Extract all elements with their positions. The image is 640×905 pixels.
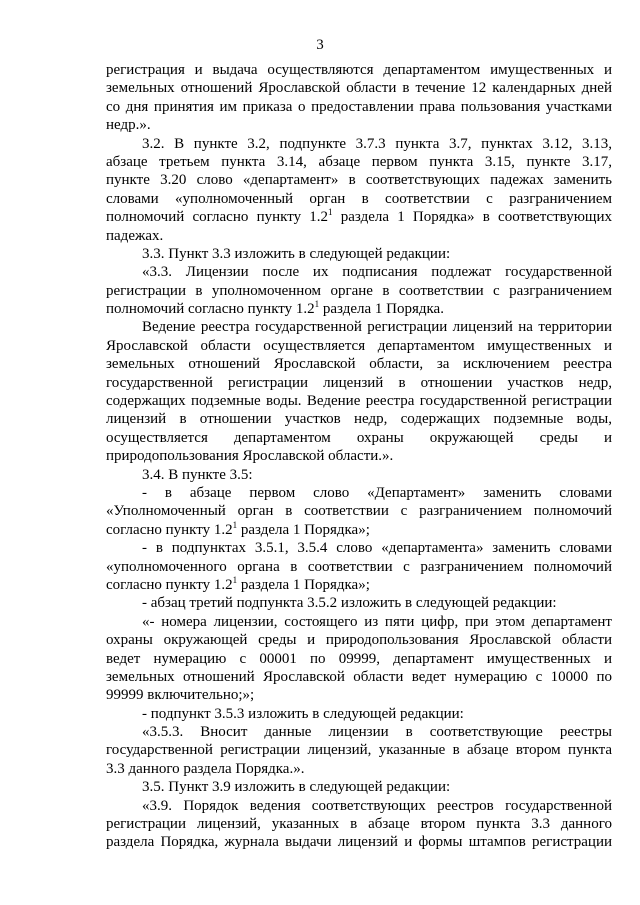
text-line-content: «Уполномоченный орган в соответствии с разграничением полномочий [106, 503, 612, 520]
text-line [106, 797, 612, 815]
text-line-content: регистрации в уполномоченном органе в соответствии с разграничением [106, 282, 612, 299]
document-body [106, 61, 612, 852]
text-line-content: «- номера лицензии, состоящего из пяти цифр, при этом департамент [142, 613, 612, 630]
text-line-content: содержащих подземные воды. Ведение реестра государственной регистрации [106, 393, 612, 410]
text-line [106, 741, 612, 759]
text-line-content: ведет нумерацию с 00001 по 09999, департамент имущественных и [106, 650, 612, 667]
text-line [106, 631, 612, 649]
text-line-content: раздела Порядка, журнала выдачи лицензий и формы штампов регистрации [106, 834, 612, 851]
text-line [106, 245, 612, 263]
text-line [106, 374, 612, 392]
text-line [106, 410, 612, 428]
text-line-content: 3.2. В пункте 3.2, подпункте 3.7.3 пункта 3.7, пунктах 3.12, 3.13, [142, 135, 612, 152]
text-line [106, 171, 612, 189]
text-line [106, 466, 612, 484]
text-line-content: 99999 включительно;»; [106, 687, 255, 704]
text-line [106, 576, 612, 594]
text-line-content: - подпункт 3.5.3 изложить в следующей редакции: [142, 705, 464, 722]
text-line-content: регистрации лицензий, указанных в абзаце втором пункта 3.3 данного [106, 816, 612, 833]
text-line-content: «3.3. Лицензии после их подписания подлежат государственной [142, 264, 612, 281]
superscript: 1 [232, 575, 238, 585]
text-line-content: охраны окружающей среды и природопользования Ярославской области [106, 632, 612, 649]
text-line [106, 447, 612, 465]
text-line [106, 337, 612, 355]
text-line [106, 300, 612, 318]
text-line-content: Ярославской области осуществляется департаментом имущественных и [106, 337, 612, 354]
text-line-content: абзаце третьем пункта 3.14, абзаце первом пункта 3.15, пункте 3.17, [106, 153, 612, 170]
text-line-content: природопользования Ярославской области.». [106, 448, 394, 465]
text-line [106, 355, 612, 373]
text-line [106, 208, 612, 226]
text-line [106, 613, 612, 631]
text-line [106, 686, 612, 704]
text-line-content: лицензий в отношении участков недр, содержащих подземные воды, [106, 411, 612, 428]
text-line [106, 227, 612, 245]
text-line-content: «3.9. Порядок ведения соответствующих реестров государственной [142, 797, 612, 814]
text-line-content: 3.3 данного раздела Порядка.». [106, 760, 305, 777]
text-line [106, 135, 612, 153]
text-line [106, 98, 612, 116]
text-line [106, 282, 612, 300]
text-line-content: пункте 3.20 слово «департамент» в соответствующих падежах заменить [106, 172, 612, 189]
text-line-content: согласно пункту 1.2 [106, 521, 233, 538]
text-line-content: «3.5.3. Вносит данные лицензии в соответствующие реестры [142, 724, 612, 741]
text-line [106, 539, 612, 557]
text-line-content: согласно пункту 1.2 [106, 576, 233, 593]
text-line [106, 778, 612, 796]
text-line [106, 833, 612, 851]
text-line-tail: раздела 1 Порядка»; [237, 521, 370, 538]
text-line [106, 153, 612, 171]
text-line [106, 484, 612, 502]
superscript: 1 [328, 208, 333, 218]
text-line-content: земельных отношений Ярославской области ведет нумерацию с 10000 по [106, 668, 612, 685]
text-line-content: словами «уполномоченный орган в соответствии с разграничением [106, 190, 612, 207]
text-line-content: - в абзаце первом слово «Департамент» заменить словами [142, 484, 612, 501]
text-line-content: со дня принятия им приказа о предоставлении права пользования участками [106, 98, 612, 115]
text-line-tail: раздела 1 Порядка. [319, 301, 444, 318]
page-number: 3 [316, 37, 324, 53]
text-line [106, 79, 612, 97]
text-line-content: регистрация и выдача осуществляются департаментом имущественных и [106, 62, 612, 78]
text-line [106, 392, 612, 410]
text-line [106, 558, 612, 576]
text-line-content: - в подпунктах 3.5.1, 3.5.4 слово «департамента» заменить словами [142, 540, 612, 557]
text-line [106, 116, 612, 134]
text-line-content: недр.». [106, 117, 151, 134]
text-line-content: Ведение реестра государственной регистрации лицензий на территории [142, 319, 612, 336]
text-line-content: 3.4. В пункте 3.5: [142, 466, 253, 483]
text-line [106, 502, 612, 520]
text-line [106, 190, 612, 208]
text-line [106, 521, 612, 539]
text-line-content: осуществляется департаментом охраны окружающей среды и [106, 429, 612, 446]
text-line-content: полномочий согласно пункту 1.2 [106, 209, 329, 226]
text-line [106, 723, 612, 741]
text-line [106, 318, 612, 336]
text-line-content: 3.5. Пункт 3.9 изложить в следующей редакции: [142, 779, 451, 796]
text-line-tail: раздела 1 Порядка»; [237, 576, 370, 593]
superscript: 1 [314, 300, 320, 310]
text-line [106, 760, 612, 778]
text-line-content: падежах. [106, 227, 164, 244]
text-line [106, 650, 612, 668]
text-line [106, 705, 612, 723]
superscript: 1 [232, 520, 238, 530]
text-line-content: государственной регистрации лицензий в отношении участков недр, [106, 374, 612, 391]
text-line [106, 594, 612, 612]
text-line-content: полномочий согласно пункту 1.2 [106, 301, 315, 318]
text-line-content: 3.3. Пункт 3.3 изложить в следующей редакции: [142, 245, 451, 262]
text-line-content: государственной регистрации лицензий, указанные в абзаце втором пункта [106, 742, 612, 759]
text-line [106, 61, 612, 79]
text-line [106, 815, 612, 833]
text-line-content: - абзац третий подпункта 3.5.2 изложить в следующей редакции: [142, 595, 557, 612]
text-line-tail: раздела 1 Порядка» в соответствующих [332, 209, 612, 226]
text-line [106, 429, 612, 447]
text-line-content: земельных отношений Ярославской области в течение 12 календарных дней [106, 80, 612, 97]
text-line-content: земельных отношений Ярославской области, за исключением реестра [106, 356, 612, 373]
text-line [106, 668, 612, 686]
text-line-content: «уполномоченного органа в соответствии с разграничением полномочий [106, 558, 612, 575]
text-line [106, 263, 612, 281]
